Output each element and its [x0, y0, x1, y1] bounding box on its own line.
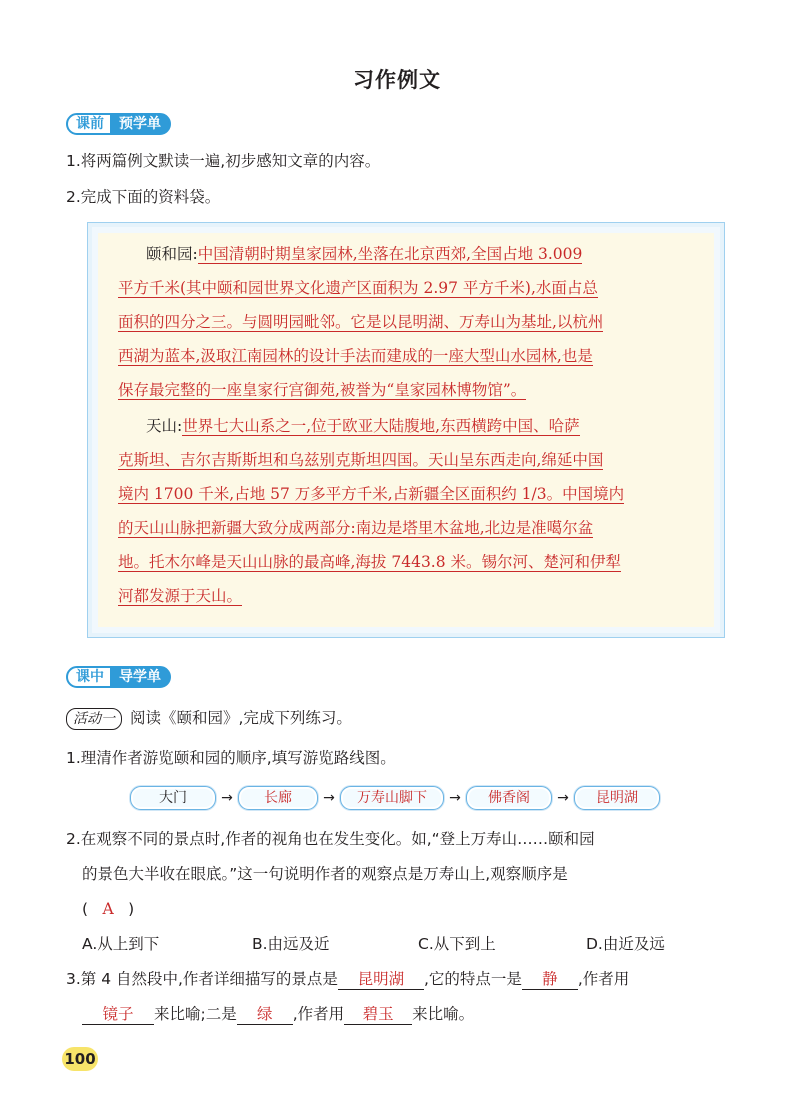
option-c: C.从下到上	[418, 935, 496, 953]
q3-blank-2: 静	[522, 969, 578, 990]
question-2-options	[82, 934, 722, 954]
option-b: B.由远及近	[252, 935, 330, 953]
pre-item-1: 1.将两篇例文默读一遍,初步感知文章的内容。	[66, 152, 381, 170]
route-diagram	[130, 786, 660, 810]
yiheyuan-line: 平方千米(其中颐和园世界文化遗产区面积为 2.97 平方千米),水面占总	[118, 279, 598, 297]
section-badge-mid	[66, 666, 171, 688]
q3-blank-3: 镜子	[82, 1004, 154, 1025]
question-1: 1.理清作者游览颐和园的顺序,填写游览路线图。	[66, 749, 396, 767]
tianshan-line: 克斯坦、吉尔吉斯斯坦和乌兹别克斯坦四国。天山呈东西走向,绵延中国	[118, 451, 604, 469]
question-2-line-2: 的景色大半收在眼底。”这一句说明作者的观察点是万寿山上,观察顺序是	[82, 865, 568, 883]
yiheyuan-line: 保存最完整的一座皇家行宫御苑,被誉为“皇家园林博物馆”。	[118, 381, 527, 399]
page-title: 习作例文	[353, 68, 441, 92]
q3-blank-1: 昆明湖	[338, 969, 424, 990]
route-stop-4: 佛香阁	[466, 786, 552, 810]
route-arrow: →	[449, 790, 461, 806]
yiheyuan-entry	[118, 239, 698, 409]
option-d: D.由近及远	[586, 935, 665, 953]
route-stop-2: 长廊	[238, 786, 318, 810]
option-a: A.从上到下	[82, 935, 160, 953]
q3-blank-5: 碧玉	[344, 1004, 412, 1025]
route-stop-5: 昆明湖	[574, 786, 660, 810]
tianshan-line: 的天山山脉把新疆大致分成两部分:南边是塔里木盆地,北边是准噶尔盆	[118, 519, 594, 537]
yiheyuan-line: 中国清朝时期皇家园林,坐落在北京西郊,全国占地 3.009	[197, 245, 583, 263]
section-badge-pre	[66, 113, 171, 135]
page-number: 100	[62, 1047, 98, 1071]
yiheyuan-line: 面积的四分之三。与圆明园毗邻。它是以昆明湖、万寿山为基址,以杭州	[118, 313, 604, 331]
question-3-line-1: 3.第 4 自然段中,作者详细描写的景点是 昆明湖 ,它的特点一是 静 ,作者用	[66, 970, 630, 988]
question-2-answer: ( A )	[82, 900, 135, 918]
activity-text: 阅读《颐和园》,完成下列练习。	[130, 709, 352, 727]
info-box	[87, 222, 725, 638]
route-stop-3: 万寿山脚下	[340, 786, 444, 810]
question-2-line-1: 2.在观察不同的景点时,作者的视角也在发生变化。如,“登上万寿山……颐和园	[66, 830, 595, 848]
badge-mid-left: 课中	[66, 666, 112, 688]
tianshan-label: 天山:	[146, 417, 183, 435]
route-arrow: →	[557, 790, 569, 806]
tianshan-line: 地。托木尔峰是天山山脉的最高峰,海拔 7443.8 米。锡尔河、楚河和伊犁	[118, 553, 622, 571]
q3-blank-4: 绿	[237, 1004, 293, 1025]
activity-line	[66, 708, 352, 730]
yiheyuan-label: 颐和园:	[146, 245, 198, 263]
tianshan-entry	[118, 411, 698, 615]
route-arrow: →	[323, 790, 335, 806]
tianshan-line: 境内 1700 千米,占地 57 万多平方千米,占新疆全区面积约 1/3。中国境内	[118, 485, 625, 503]
yiheyuan-line: 西湖为蓝本,汲取江南园林的设计手法而建成的一座大型山水园林,也是	[118, 347, 593, 365]
tianshan-line: 河都发源于天山。	[118, 587, 243, 605]
route-arrow: →	[221, 790, 233, 806]
pre-item-2: 2.完成下面的资料袋。	[66, 188, 221, 206]
badge-pre-right: 预学单	[112, 113, 171, 135]
badge-pre-left: 课前	[66, 113, 112, 135]
activity-label: 活动一	[66, 708, 122, 730]
question-3-line-2: 镜子 来比喻;二是 绿 ,作者用 碧玉 来比喻。	[82, 1004, 474, 1025]
q2-answer-value: A	[102, 900, 114, 918]
tianshan-line: 世界七大山系之一,位于欧亚大陆腹地,东西横跨中国、哈萨	[182, 417, 580, 435]
badge-mid-right: 导学单	[112, 666, 171, 688]
route-stop-1: 大门	[130, 786, 216, 810]
